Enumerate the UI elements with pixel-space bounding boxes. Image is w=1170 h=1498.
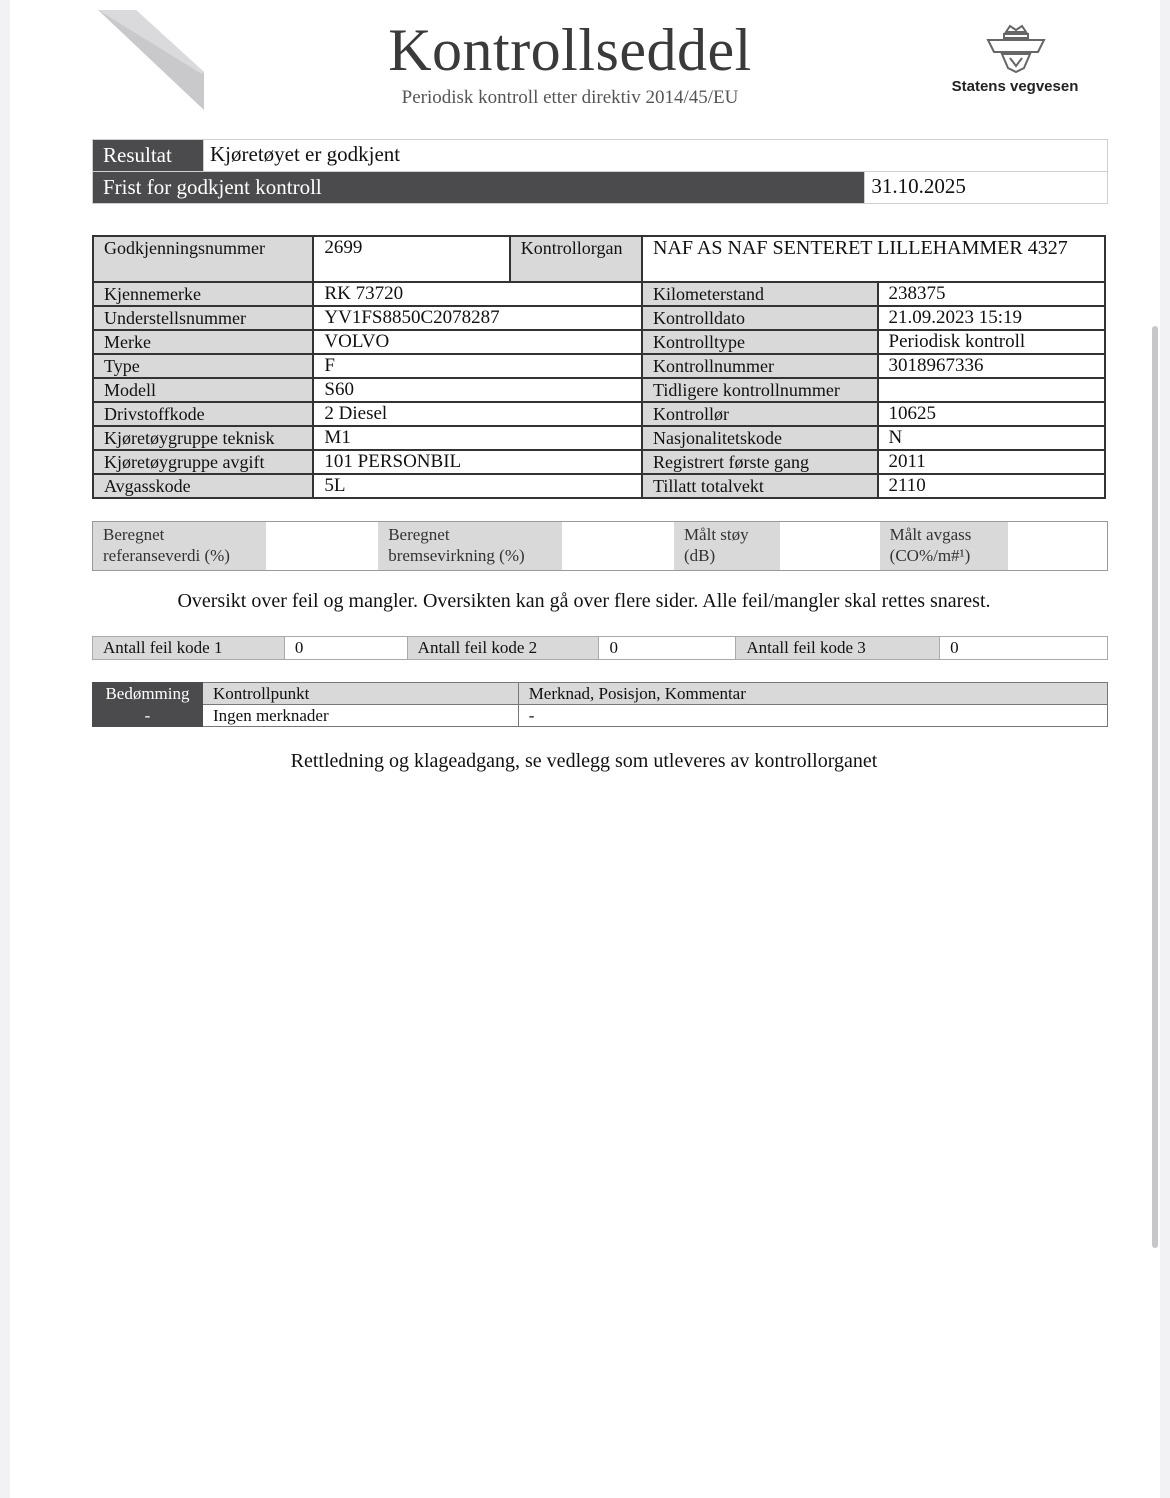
fault-code3-value: 0 bbox=[940, 637, 1108, 660]
row-value: 2110 bbox=[878, 474, 1106, 498]
exhaust-label: Målt avgass (CO%/m#¹) bbox=[880, 522, 1008, 571]
fault-code2-value: 0 bbox=[599, 637, 736, 660]
faults-overview-note: Oversikt over feil og mangler. Oversikten kan gå over flere sider. Alle feil/mangler skal rettes snarest. bbox=[177, 590, 991, 612]
noise-value bbox=[780, 522, 880, 571]
row-value: S60 bbox=[313, 378, 642, 402]
row-label: Type bbox=[93, 354, 313, 378]
assessment-header: Bedømming bbox=[93, 683, 203, 705]
row-label: Kjennemerke bbox=[93, 282, 313, 306]
row-value: 2 Diesel bbox=[313, 402, 642, 426]
row-value: Periodisk kontroll bbox=[878, 330, 1106, 354]
reference-value bbox=[266, 522, 378, 571]
fault-code3-label: Antall feil kode 3 bbox=[736, 637, 940, 660]
table-row bbox=[93, 282, 1105, 306]
row-value: M1 bbox=[313, 426, 642, 450]
row-label: Kontrollnummer bbox=[642, 354, 877, 378]
row-label: Merke bbox=[93, 330, 313, 354]
row-label: Tillatt totalvekt bbox=[642, 474, 877, 498]
fault-code2-label: Antall feil kode 2 bbox=[407, 637, 599, 660]
row-value: 238375 bbox=[878, 282, 1106, 306]
checkpoint-value: Ingen merknader bbox=[202, 705, 518, 727]
row-label: Kontrollør bbox=[642, 402, 877, 426]
row-value: 3018967336 bbox=[878, 354, 1106, 378]
vehicle-data-table bbox=[92, 235, 1106, 499]
fault-code1-label: Antall feil kode 1 bbox=[93, 637, 285, 660]
table-row bbox=[93, 378, 1105, 402]
measurements-table bbox=[92, 521, 1108, 571]
brake-effect-value bbox=[562, 522, 674, 571]
remark-value: - bbox=[518, 705, 1107, 727]
row-label: Drivstoffkode bbox=[93, 402, 313, 426]
noise-label: Målt støy (dB) bbox=[674, 522, 780, 571]
row-label: Understellsnummer bbox=[93, 306, 313, 330]
row-label: Kilometerstand bbox=[642, 282, 877, 306]
row-label: Nasjonalitetskode bbox=[642, 426, 877, 450]
row-label: Kjøretøygruppe teknisk bbox=[93, 426, 313, 450]
table-row bbox=[93, 330, 1105, 354]
row-value: F bbox=[313, 354, 642, 378]
approval-number-label: Godkjenningsnummer bbox=[93, 236, 313, 282]
row-value: 10625 bbox=[878, 402, 1106, 426]
deadline-label: Frist for godkjent kontroll bbox=[93, 172, 865, 204]
appeal-guidance-note: Rettledning og klageadgang, se vedlegg som utleveres av kontrollorganet bbox=[290, 750, 878, 772]
table-row bbox=[93, 354, 1105, 378]
vertical-scrollbar[interactable] bbox=[1152, 326, 1158, 1248]
table-row bbox=[93, 426, 1105, 450]
row-value: YV1FS8850C2078287 bbox=[313, 306, 642, 330]
row-value: 21.09.2023 15:19 bbox=[878, 306, 1106, 330]
row-label: Kontrolldato bbox=[642, 306, 877, 330]
crown-shield-icon bbox=[984, 22, 1048, 74]
assessment-value: - bbox=[93, 705, 203, 727]
row-label: Kjøretøygruppe avgift bbox=[93, 450, 313, 474]
row-value: VOLVO bbox=[313, 330, 642, 354]
table-row bbox=[93, 306, 1105, 330]
exhaust-value bbox=[1008, 522, 1108, 571]
result-value: Kjøretøyet er godkjent bbox=[204, 140, 1108, 172]
row-label: Modell bbox=[93, 378, 313, 402]
deadline-value: 31.10.2025 bbox=[865, 172, 1108, 204]
table-row bbox=[93, 402, 1105, 426]
row-value: RK 73720 bbox=[313, 282, 642, 306]
findings-table bbox=[92, 682, 1108, 727]
row-value bbox=[878, 378, 1106, 402]
row-value: N bbox=[878, 426, 1106, 450]
checkpoint-header: Kontrollpunkt bbox=[202, 683, 518, 705]
fault-code1-value: 0 bbox=[284, 637, 407, 660]
inspection-agency-value: NAF AS NAF SENTERET LILLEHAMMER 4327 bbox=[642, 236, 1105, 282]
row-value: 2011 bbox=[878, 450, 1106, 474]
inspection-agency-label: Kontrollorgan bbox=[510, 236, 642, 282]
row-label: Registrert første gang bbox=[642, 450, 877, 474]
agency-logo-text: Statens vegvesen bbox=[951, 78, 1079, 95]
brake-effect-label: Beregnet bremsevirkning (%) bbox=[378, 522, 562, 571]
remark-header: Merknad, Posisjon, Kommentar bbox=[518, 683, 1107, 705]
reference-value-label: Beregnet referanseverdi (%) bbox=[93, 522, 267, 571]
document-subtitle: Periodisk kontroll etter direktiv 2014/45/EU bbox=[401, 87, 739, 108]
document-title: Kontrollseddel bbox=[388, 17, 752, 83]
row-value: 101 PERSONBIL bbox=[313, 450, 642, 474]
result-box bbox=[92, 139, 1108, 204]
table-row bbox=[93, 705, 1108, 727]
fault-counts-table bbox=[92, 636, 1108, 660]
row-label: Avgasskode bbox=[93, 474, 313, 498]
table-row bbox=[93, 450, 1105, 474]
row-label: Tidligere kontrollnummer bbox=[642, 378, 877, 402]
result-label: Resultat bbox=[93, 140, 204, 172]
page-corner-fold-icon bbox=[98, 10, 204, 110]
row-value: 5L bbox=[313, 474, 642, 498]
row-label: Kontrolltype bbox=[642, 330, 877, 354]
approval-number-value: 2699 bbox=[313, 236, 509, 282]
table-row bbox=[93, 474, 1105, 498]
